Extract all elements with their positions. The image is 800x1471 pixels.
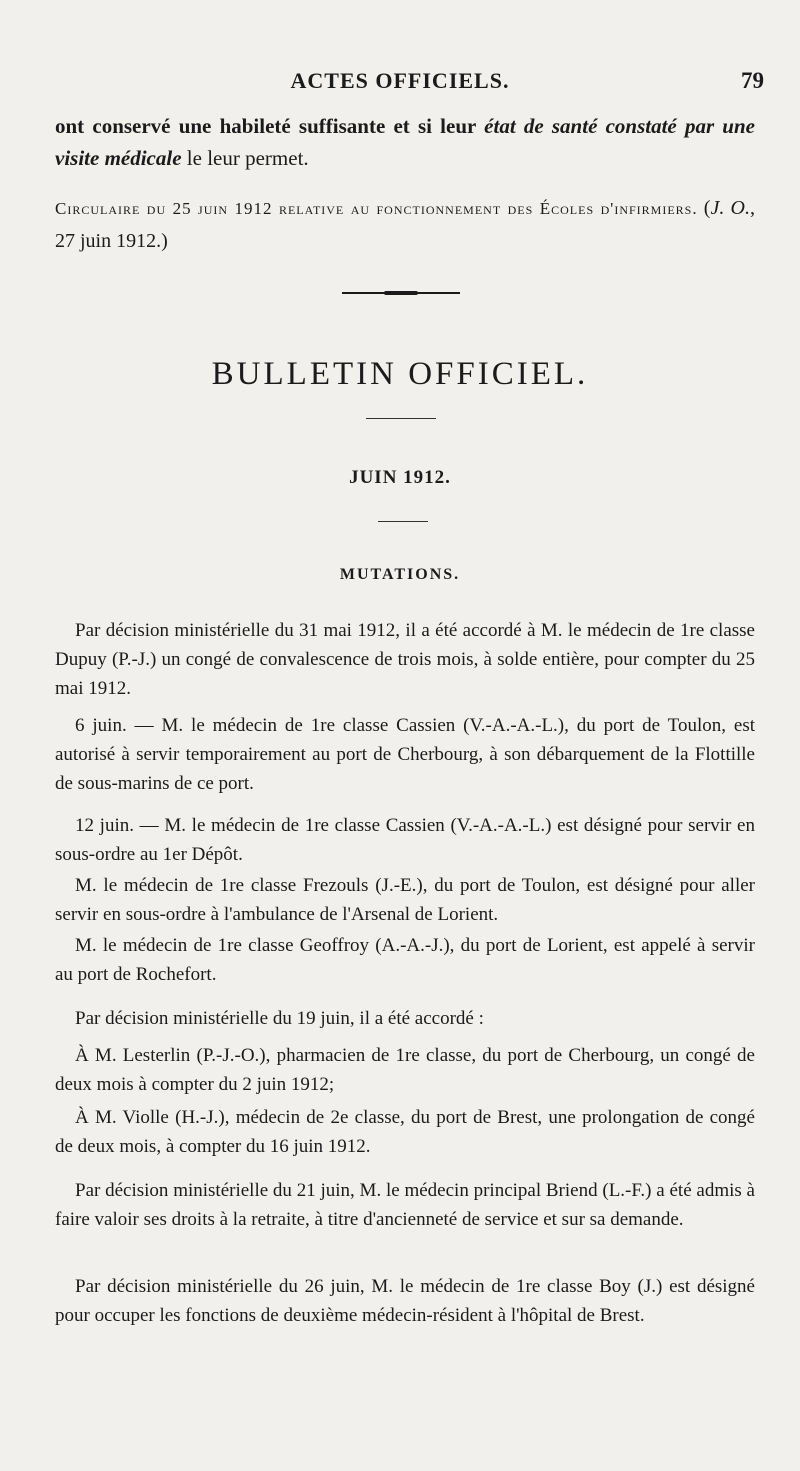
page-header [0, 64, 800, 98]
intro-text-italic: état de santé constaté par une visite médicale [55, 114, 755, 170]
entry-text: M. le médecin de 1re classe Geoffroy (A.-A.-J.), du port de Lorient, est appelé à servir au port de Rochefort. [55, 935, 755, 985]
bulletin-title: BULLETIN OFFICIEL. [211, 356, 589, 392]
entry-text: 6 juin. — M. le médecin de 1re classe Cassien (V.-A.-A.-L.), du port de Toulon, est autorisé à servir temporairement au port de Cherbourg, à son débarquement de la Flottille de sous-marins de ce port. [55, 715, 755, 794]
circular-title: Circulaire du 25 juin 1912 relative au fonctionnement des Écoles d'infirmiers. [55, 199, 698, 218]
intro-text-start: ont conservé une habileté suffisante et si leur [55, 114, 485, 138]
circular-ref-date: , 27 juin 1912.) [55, 197, 755, 252]
circular-ref-journal: J. O. [710, 197, 750, 219]
section-heading: MUTATIONS. [339, 566, 461, 583]
page-number: 79 [741, 68, 764, 93]
entry-paragraph [55, 1103, 755, 1161]
entry-paragraph [55, 811, 755, 869]
section-ornament [342, 291, 460, 295]
entry-text: Par décision ministérielle du 26 juin, M. le médecin de 1re classe Boy (J.) est désigné pour occuper les fonctions de deuxième médecin-résident à l'hôpital de Brest. [55, 1276, 755, 1326]
ornament-thick [384, 291, 418, 295]
entry-text: À M. Violle (H.-J.), médecin de 2e classe, du port de Brest, une prolongation de congé de deux mois, à compter du 16 juin 1912. [55, 1107, 755, 1157]
divider-rule [378, 521, 428, 522]
entry-paragraph [55, 1176, 755, 1234]
entry-text: Par décision ministérielle du 19 juin, il a été accordé : [75, 1008, 484, 1029]
running-title: ACTES OFFICIELS. [290, 68, 510, 93]
intro-text-end: le leur permet. [181, 146, 309, 170]
entry-paragraph [55, 616, 755, 703]
entry-paragraph [55, 1004, 755, 1033]
intro-paragraph [55, 110, 755, 174]
entry-text: Par décision ministérielle du 31 mai 1912, il a été accordé à M. le médecin de 1re classe Dupuy (P.-J.) un congé de convalescence de trois mois, à solde entière, pour compter du 25 mai 1912. [55, 620, 755, 699]
entry-paragraph [55, 1272, 755, 1330]
entry-text: M. le médecin de 1re classe Frezouls (J.-E.), du port de Toulon, est désigné pour aller servir en sous-ordre à l'ambulance de l'Arsenal de Lorient. [55, 875, 755, 925]
circular-reference [55, 192, 755, 258]
entry-text: Par décision ministérielle du 21 juin, M. le médecin principal Briend (L.-F.) a été admis à faire valoir ses droits à la retraite, à titre d'ancienneté de service et sur sa demande. [55, 1180, 755, 1230]
entry-paragraph [55, 931, 755, 989]
entry-paragraph [55, 871, 755, 929]
entry-text: À M. Lesterlin (P.-J.-O.), pharmacien de 1re classe, du port de Cherbourg, un congé de deux mois à compter du 2 juin 1912; [55, 1045, 755, 1095]
divider-rule [366, 418, 436, 419]
entry-text: 12 juin. — M. le médecin de 1re classe Cassien (V.-A.-A.-L.) est désigné pour servir en sous-ordre au 1er Dépôt. [55, 815, 755, 865]
entry-paragraph [55, 711, 755, 798]
circular-ref-open: ( [697, 197, 711, 219]
month-heading: JUIN 1912. [349, 467, 451, 488]
entry-paragraph [55, 1041, 755, 1099]
